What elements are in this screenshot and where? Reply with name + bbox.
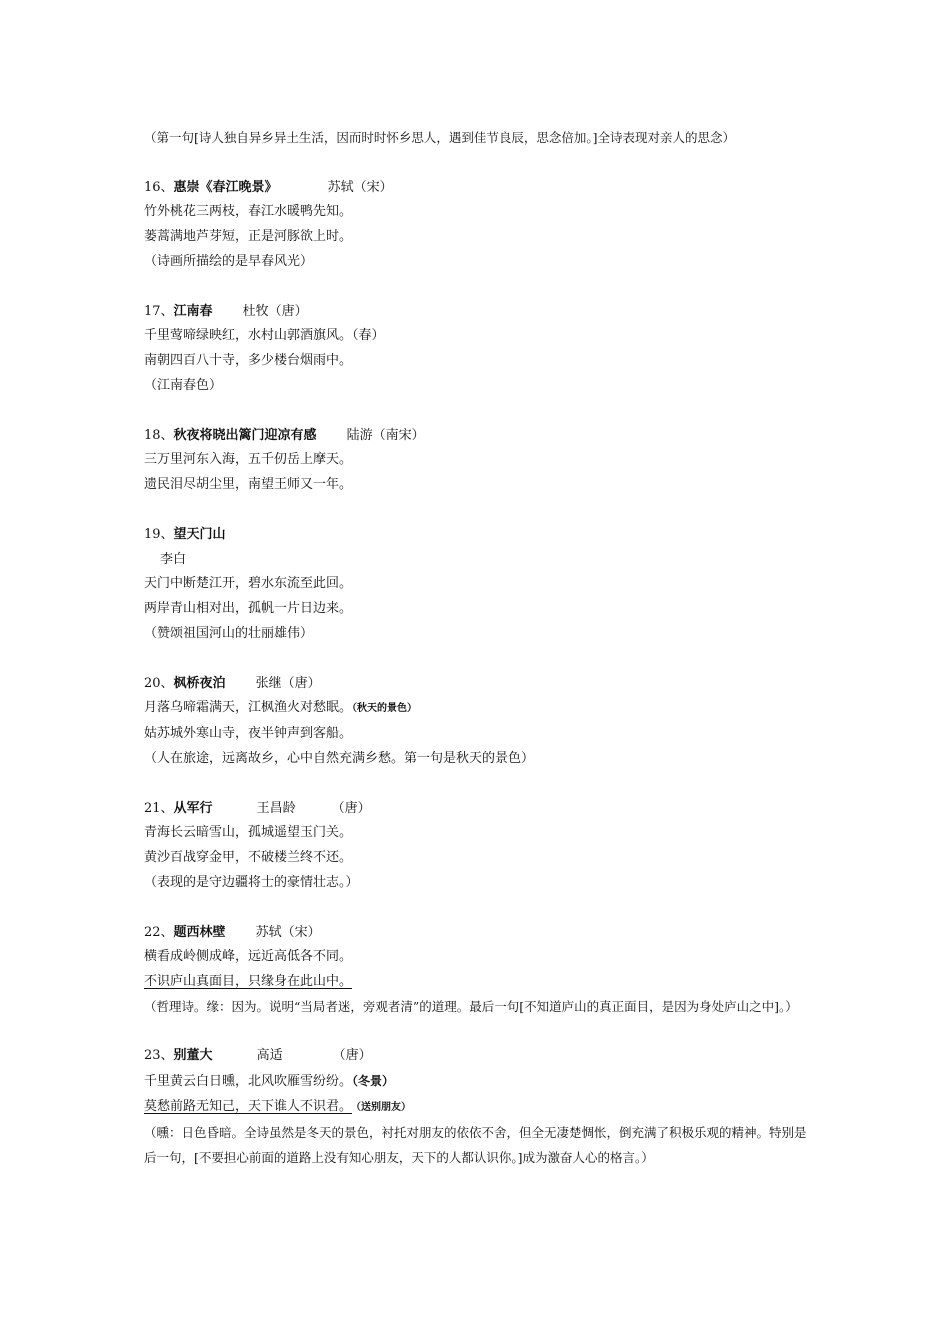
poem-title: 别董大 xyxy=(173,1048,213,1064)
poem-number: 18、 xyxy=(144,427,174,443)
poem-23 xyxy=(144,1044,814,1170)
poem-author: 张继（唐） xyxy=(255,675,321,691)
poem-author: 李白 xyxy=(160,551,187,567)
poem-line: 千里莺啼绿映红，水村山郭酒旗风。（春） xyxy=(144,328,385,344)
poem-line: 三万里河东入海，五千仞岳上摩天。 xyxy=(144,452,353,468)
poem-22 xyxy=(144,921,814,1020)
poem-line xyxy=(144,970,814,995)
poem-line xyxy=(144,1069,814,1095)
poem-heading xyxy=(144,424,814,449)
poem-number: 16、 xyxy=(144,179,174,195)
poem-line: 姑苏城外寒山寺，夜半钟声到客船。 xyxy=(144,726,353,742)
poem-line-tag: （送别朋友） xyxy=(356,1102,412,1114)
poem-title: 题西林壁 xyxy=(173,924,226,940)
poem-note: （人在旅途，远离故乡，心中自然充满乡愁。第一句是秋天的景色） xyxy=(144,750,535,766)
poem-author-name: 王昌龄 xyxy=(256,800,296,816)
poem-line: 蒌蒿满地芦芽短，正是河豚欲上时。 xyxy=(144,229,353,245)
poem-line-tag: （冬景） xyxy=(352,1074,395,1089)
poem-21 xyxy=(144,797,814,896)
poem-author-name: 高适 xyxy=(256,1048,283,1064)
poem-line: 遗民泪尽胡尘里，南望王师又一年。 xyxy=(144,477,353,493)
poem-note: （赞颂祖国河山的壮丽雄伟） xyxy=(144,625,314,641)
poem-title: 惠崇《春江晚景》 xyxy=(173,179,278,195)
poem-line: 天门中断楚江开，碧水东流至此回。 xyxy=(144,576,353,592)
poem-note: （曛：日色昏暗。全诗虽然是冬天的景色，衬托对朋友的依依不舍，但全无凄楚惆怅，倒充满了积极乐观的精神。特别是后一句，[不要担心前面的道路上没有知心朋友，天下的人都认识你。]成为激奋人心的格言。） xyxy=(144,1124,807,1165)
poem-line: 黄沙百战穿金甲，不破楼兰终不还。 xyxy=(144,850,353,866)
poem-note: （诗画所描绘的是早春风光） xyxy=(144,253,314,269)
poem-note: （表现的是守边疆将士的豪情壮志。） xyxy=(144,874,359,890)
poem-line-underlined: 不识庐山真面目，只缘身在此山中。 xyxy=(144,974,353,990)
poem-18 xyxy=(144,424,814,498)
poem-19 xyxy=(144,523,814,647)
poem-number: 22、 xyxy=(144,924,174,940)
poem-line: 南朝四百八十寺，多少楼台烟雨中。 xyxy=(144,353,353,369)
poem-heading xyxy=(144,300,814,325)
poem-author: 苏轼（宋） xyxy=(255,924,321,940)
poem-number: 20、 xyxy=(144,675,174,691)
poem-line xyxy=(144,696,814,722)
poem-number: 21、 xyxy=(144,800,174,816)
poem-line: 两岸青山相对出，孤帆一片日边来。 xyxy=(144,601,353,617)
poem-number: 19、 xyxy=(144,526,174,542)
poem-number: 17、 xyxy=(144,303,174,319)
poem-author: 陆游（南宋） xyxy=(346,427,425,443)
poem-line xyxy=(144,1095,814,1121)
poem-note: （哲理诗。缘：因为。说明“当局者迷，旁观者清”的道理。最后一句[不知道庐山的真正面目，是因为身处庐山之中]。） xyxy=(144,998,798,1014)
poem-heading xyxy=(144,797,814,822)
poem-author: 苏轼（宋） xyxy=(327,179,393,195)
poem-title: 江南春 xyxy=(173,303,213,319)
poem-16 xyxy=(144,176,814,275)
poem-heading xyxy=(144,1044,814,1069)
poem-17 xyxy=(144,300,814,399)
poem-heading xyxy=(144,176,814,201)
poem-line: 竹外桃花三两枝，春江水暖鸭先知。 xyxy=(144,204,353,220)
intro-note: （第一句[诗人独自异乡异土生活，因而时时怀乡思人，遇到佳节良辰，思念倍加。]全诗表现对亲人的思念） xyxy=(144,130,736,145)
poem-author-dynasty: （唐） xyxy=(332,1048,372,1064)
poem-line-text: 千里黄云白日曛，北风吹雁雪纷纷。 xyxy=(144,1074,353,1090)
poem-20 xyxy=(144,672,814,772)
poem-number: 23、 xyxy=(144,1048,174,1064)
poem-note: （江南春色） xyxy=(144,377,223,393)
poem-author-dynasty: （唐） xyxy=(331,800,371,816)
poem-line: 横看成岭侧成峰，远近高低各不同。 xyxy=(144,949,353,965)
poem-line-tag: （秋天的景色） xyxy=(352,703,418,715)
poem-line-text: 月落乌啼霜满天，江枫渔火对愁眠。 xyxy=(144,700,353,716)
poem-heading xyxy=(144,523,814,548)
poem-title: 望天门山 xyxy=(173,526,226,542)
document-page xyxy=(144,126,814,1170)
poem-heading xyxy=(144,672,814,697)
poem-title: 秋夜将晓出篱门迎凉有感 xyxy=(173,427,317,443)
poem-line: 青海长云暗雪山，孤城遥望玉门关。 xyxy=(144,825,353,841)
poem-author: 杜牧（唐） xyxy=(242,303,308,319)
poem-line-underlined: 莫愁前路无知己，天下谁人不识君。 xyxy=(144,1099,353,1115)
poem-title: 从军行 xyxy=(173,800,213,816)
poem-title: 枫桥夜泊 xyxy=(173,675,226,691)
poem-heading xyxy=(144,921,814,946)
